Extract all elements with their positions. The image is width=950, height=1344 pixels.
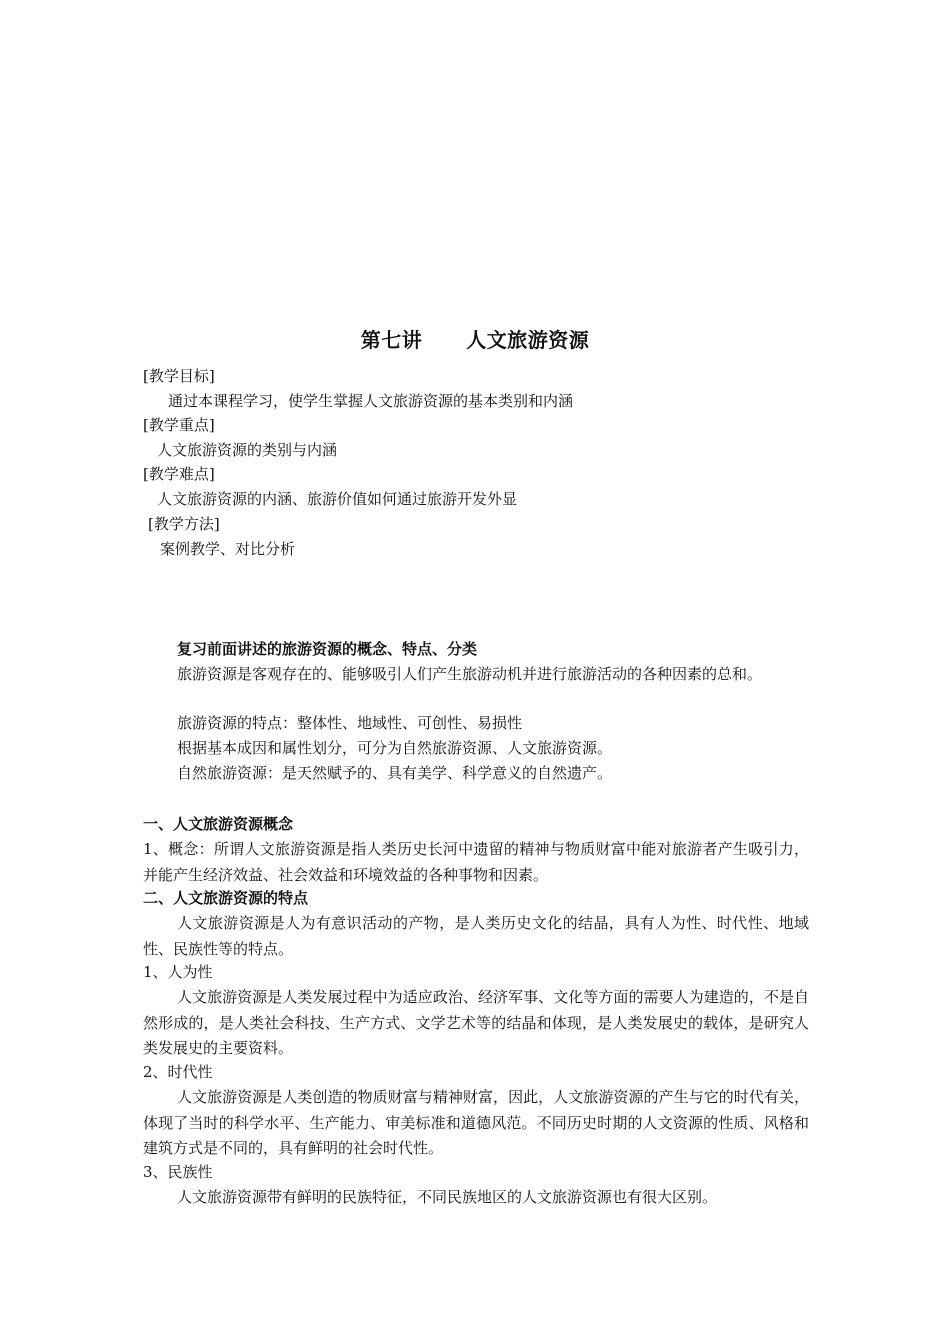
difficulty-label: [教学难点] xyxy=(143,465,215,483)
section-1-concept: 1、概念：所谓人文旅游资源是指人类历史长河中遗留的精神与物质财富中能对旅游者产生吸引力，并能产生经济效益、社会效益和环境效益的各种事物和因素。 xyxy=(143,840,809,884)
title-lecture-number: 第七讲 xyxy=(360,328,423,352)
focus-label: [教学重点] xyxy=(143,416,215,434)
item-2-label: 2、时代性 xyxy=(143,1063,213,1081)
item-3-label: 3、民族性 xyxy=(143,1163,213,1181)
item-3-text: 人文旅游资源带有鲜明的民族特征，不同民族地区的人文旅游资源也有很大区别。 xyxy=(177,1188,718,1206)
method-label: [教学方法] xyxy=(148,515,220,533)
section-2-intro: 人文旅游资源是人为有意识活动的产物，是人类历史文化的结晶，具有人为性、时代性、地域性、民族性等的特点。 xyxy=(143,914,809,958)
section-2-heading: 二、人文旅游资源的特点 xyxy=(143,889,309,907)
section-1-heading: 一、人文旅游资源概念 xyxy=(143,815,294,833)
goal-text: 通过本课程学习，使学生掌握人文旅游资源的基本类别和内涵 xyxy=(168,392,574,410)
item-1-label: 1、人为性 xyxy=(143,963,213,981)
review-paragraph-natural: 自然旅游资源：是天然赋予的、具有美学、科学意义的自然遗产。 xyxy=(177,764,613,782)
focus-text: 人文旅游资源的类别与内涵 xyxy=(157,441,338,459)
difficulty-text: 人文旅游资源的内涵、旅游价值如何通过旅游开发外显 xyxy=(157,490,518,508)
method-text: 案例教学、对比分析 xyxy=(160,540,296,558)
review-paragraph-definition: 旅游资源是客观存在的、能够吸引人们产生旅游动机并进行旅游活动的各种因素的总和。 xyxy=(177,665,763,683)
goal-label: [教学目标] xyxy=(143,367,215,385)
title-topic: 人文旅游资源 xyxy=(466,328,590,352)
lecture-title xyxy=(0,326,950,354)
review-paragraph-classification: 根据基本成因和属性划分，可分为自然旅游资源、人文旅游资源。 xyxy=(177,739,613,757)
item-2-text: 人文旅游资源是人类创造的物质财富与精神财富，因此，人文旅游资源的产生与它的时代有关，体现了当时的科学水平、生产能力、审美标准和道德风范。不同历史时期的人文资源的性质、风格和建筑方式是不同的，具有鲜明的社会时代性。 xyxy=(143,1088,809,1157)
review-heading: 复习前面讲述的旅游资源的概念、特点、分类 xyxy=(177,640,478,658)
review-paragraph-features: 旅游资源的特点：整体性、地域性、可创性、易损性 xyxy=(177,714,523,732)
item-1-text: 人文旅游资源是人类发展过程中为适应政治、经济军事、文化等方面的需要人为建造的，不是自然形成的，是人类社会科技、生产方式、文学艺术等的结晶和体现，是人类发展史的载体，是研究人类发展史的主要资料。 xyxy=(143,988,809,1057)
